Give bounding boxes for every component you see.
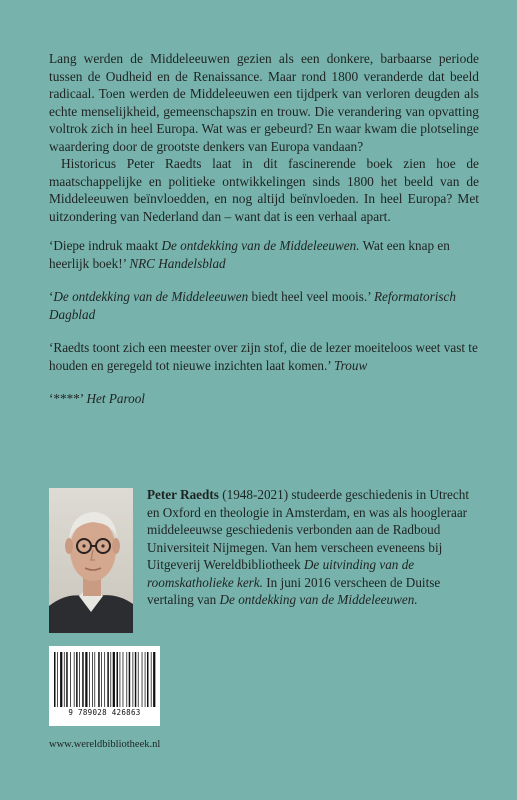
publisher-website: www.wereldbibliotheek.nl — [49, 739, 161, 750]
barcode-bar — [107, 652, 109, 707]
author-name: Peter Raedts — [147, 487, 219, 502]
barcode-bar — [54, 652, 56, 707]
barcode-bar — [70, 652, 71, 707]
isbn-barcode — [49, 646, 160, 726]
barcode-bar — [120, 652, 121, 707]
barcode-bar — [138, 652, 139, 707]
blurb-paragraph-2: Historicus Peter Raedts laat in dit fascinerende boek zien hoe de maatschappelijke en politieke ontwikkelingen sinds 1800 het beeld van de Middeleeuwen beïnvloedden, en nog altijd beïnvloeden. In heel Europa? Met uitzondering van Nederland dan – want dat is een verhaal apart. — [49, 156, 479, 224]
barcode-bar — [117, 652, 119, 707]
barcode-bar — [151, 652, 152, 707]
barcode-bar — [101, 652, 102, 707]
barcode-bar — [89, 652, 90, 707]
quote-open: ‘ — [49, 289, 54, 304]
barcode-bar — [57, 652, 58, 707]
quote-source: Trouw — [334, 357, 368, 373]
barcode-bar — [76, 652, 78, 707]
quote-book-title: De ontdekking van de Middeleeuwen — [53, 289, 249, 304]
barcode-bar — [145, 652, 146, 707]
isbn-digits: 9 789028 426863 — [68, 708, 141, 717]
barcode-bar — [60, 652, 62, 707]
barcode-bar — [113, 652, 115, 707]
author-portrait-icon — [49, 488, 133, 633]
barcode-icon — [53, 652, 156, 707]
quote-text: Wat een knap en heerlijk boek!’ — [49, 238, 450, 271]
author-bio-text: In juni 2016 verscheen de Duitse vertaling van — [147, 574, 441, 607]
quote-book-title: De ontdekking van de Middeleeuwen. — [161, 238, 360, 253]
blurb-block — [49, 50, 479, 408]
author-bio-text: (1948-2021) studeerde geschiedenis in Utrecht en Oxford en theologie in Amsterdam, en was als hoogleraar middeleeuwse geschiedenis verbonden aan de Radboud Universiteit Nijmegen. Van hem verscheen eveneens bij Uitgeverij Wereldbibliotheek — [147, 487, 470, 572]
barcode-bar — [129, 652, 131, 707]
barcode-bar — [142, 652, 143, 707]
barcode-bar — [92, 652, 93, 707]
barcode-bar — [66, 652, 68, 707]
barcode-bar — [98, 652, 100, 707]
quote-text: biedt heel veel moois.’ — [248, 289, 374, 304]
author-bio — [147, 486, 481, 609]
barcode-bar — [74, 652, 75, 707]
translated-book-title: De ontdekking van de Middeleeuwen. — [219, 592, 418, 607]
quote-source: NRC Handelsblad — [129, 255, 226, 271]
barcode-bar — [135, 652, 137, 707]
other-book-title: De uitvinding van de roomskatholieke kerk. — [147, 557, 415, 590]
quote-text: ‘Raedts toont zich een meester over zijn stof, die de lezer moeiteloos weet vast te houden en geregeld tot nieuwe inzichten laat komen.’ — [49, 340, 478, 373]
quote-open: ‘Diepe indruk maakt — [49, 238, 162, 253]
barcode-bar — [123, 652, 124, 707]
barcode-bar — [82, 652, 84, 707]
review-quote — [49, 339, 479, 374]
quote-source: Reformatorisch Dagblad — [49, 289, 457, 322]
review-quote — [49, 288, 479, 323]
barcode-bar — [85, 652, 87, 707]
review-quote — [49, 237, 479, 272]
blurb-paragraph-1: Lang werden de Middeleeuwen gezien als een donkere, barbaarse periode tussen de Oudheid en de Renaissance. Maar rond 1800 veranderde dat beeld radicaal. Toen werden de Middeleeuwen een tijdperk van verloren deugden als echte menselijkheid, gemeenschapszin en trouw. Die verandering van opvatting voltrok zich in heel Europa. Wat was er gebeurd? En waar kwam die plotselinge waardering door de grootste denkers van Europa vandaan? — [49, 51, 479, 154]
review-quotes — [49, 237, 479, 408]
author-photo — [49, 488, 133, 633]
barcode-bar — [110, 652, 111, 707]
barcode-bar — [153, 652, 155, 707]
barcode-bar — [126, 652, 127, 707]
barcode-bar — [133, 652, 134, 707]
barcode-bar — [64, 652, 65, 707]
barcode-bar — [94, 652, 95, 707]
quote-text: ‘****’ — [49, 391, 87, 406]
barcode-bar — [104, 652, 105, 707]
review-quote — [49, 390, 479, 408]
quote-source: Het Parool — [86, 391, 145, 406]
barcode-bar — [147, 652, 149, 707]
barcode-bar — [79, 652, 80, 707]
